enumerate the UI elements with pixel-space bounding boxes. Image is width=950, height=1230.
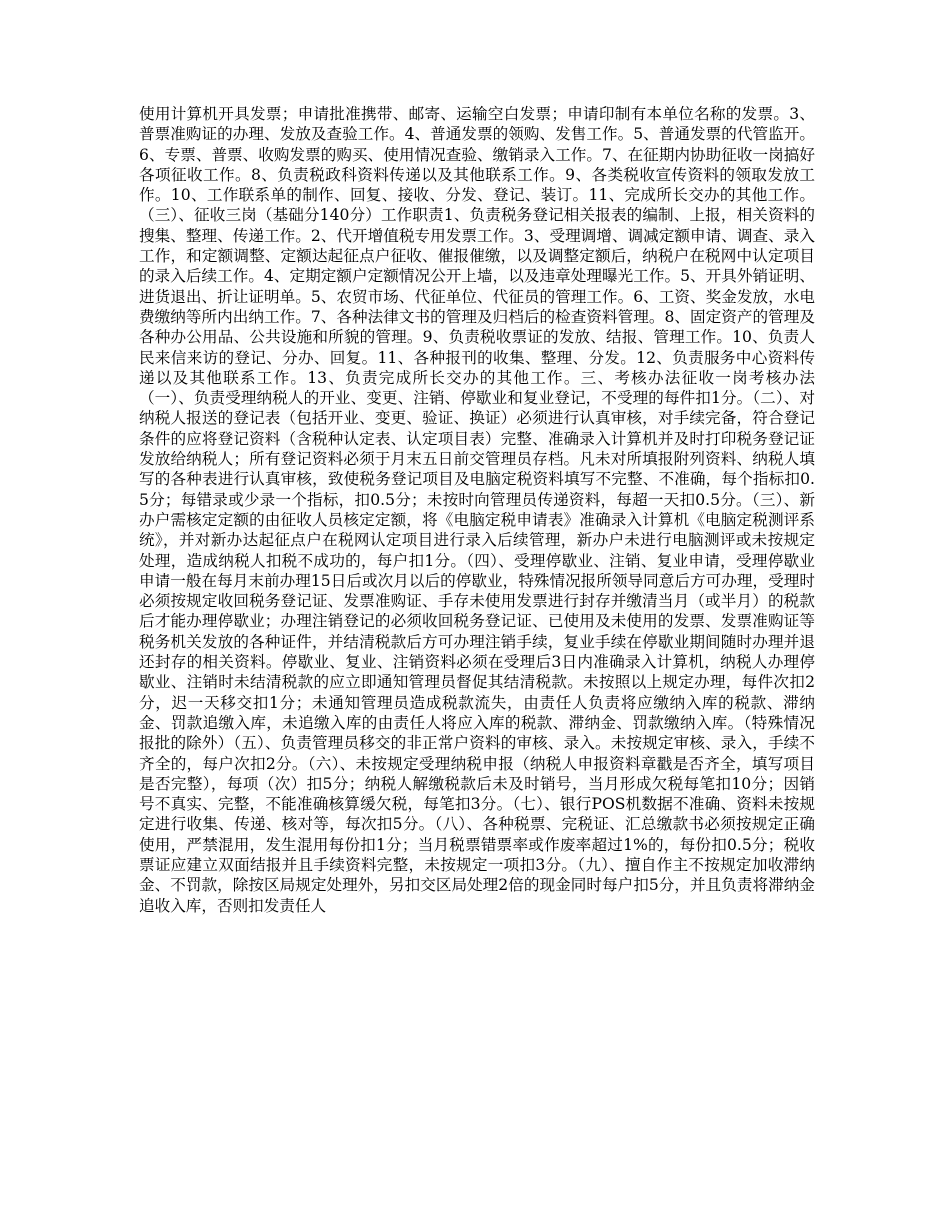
document-body-text: 使用计算机开具发票；申请批准携带、邮寄、运输空白发票；申请印制有本单位名称的发票。3、普票准购证的办理、发放及查验工作。4、普通发票的领购、发售工作。5、普通发票的代管监开。6、专票、普票、收购发票的购买、使用情况查验、缴销录入工作。7、在征期内协助征收一岗搞好各项征收工作。8、负责税政科资料传递以及其他联系工作。9、各类税收宣传资料的领取发放工作。10、工作联系单的制作、回复、接收、分发、登记、装订。11、完成所长交办的其他工作。（三）、征收三岗（基础分140分）工作职责1、负责税务登记相关报表的编制、上报，相关资料的搜集、整理、传递工作。2、代开增值税专用发票工作。3、受理调增、调减定额申请、调查、录入工作，和定额调整、定额达起征点户征收、催报催缴，以及调整定额后，纳税户在税网中认定项目的录入后续工作。4、定期定额户定额情况公开上墙，以及违章处理曝光工作。5、开具外销证明、进货退出、折让证明单。5、农贸市场、代征单位、代征员的管理工作。6、工资、奖金发放，水电费缴纳等所内出纳工作。7、各种法律文书的管理及归档后的检查资料管理。8、固定资产的管理及各种办公用品、公共设施和所貌的管理。9、负责税收票证的发放、结报、管理工作。10、负责人民来信来访的登记、分办、回复。11、各种报刊的收集、整理、分发。12、负责服务中心资料传递以及其他联系工作。13、负责完成所长交办的其他工作。三、考核办法征收一岗考核办法（一）、负责受理纳税人的开业、变更、注销、停歇业和复业登记，不受理的每件扣1分。（二）、对纳税人报送的登记表（包括开业、变更、验证、换证）必须进行认真审核，对手续完备，符合登记条件的应将登记资料（含税种认定表、认定项目表）完整、准确录入计算机并及时打印税务登记证发放给纳税人；所有登记资料必须于月末五日前交管理员存档。凡未对所填报附列资料、纳税人填写的各种表进行认真审核，致使税务登记项目及电脑定税资料填写不完整、不准确，每个指标扣0.5分；每错录或少录一个指标，扣0.5分；未按时向管理员传递资料，每超一天扣0.5分。（三）、新办户需核定定额的由征收人员核定定额，将《电脑定税申请表》准确录入计算机《电脑定税测评系统》，并对新办达起征点户在税网认定项目进行录入后续管理，新办户未进行电脑测评或未按规定处理，造成纳税人扣税不成功的，每户扣1分。（四）、受理停歇业、注销、复业申请，受理停歇业申请一般在每月末前办理15日后或次月以后的停歇业，特殊情况报所领导同意后方可办理，受理时必须按规定收回税务登记证、发票准购证、手存未使用发票进行封存并缴清当月（或半月）的税款后才能办理停歇业；办理注销登记的必须收回税务登记证、已使用及未使用的发票、发票准购证等税务机关发放的各种证件，并结清税款后方可办理注销手续，复业手续在停歇业期间随时办理并退还封存的相关资料。停歇业、复业、注销资料必须在受理后3日内准确录入计算机，纳税人办理停歇业、注销时未结清税款的应立即通知管理员督促其结清税款。未按照以上规定办理，每件次扣2分，迟一天移交扣1分；未通知管理员造成税款流失，由责任人负责将应缴纳入库的税款、滞纳金、罚款追缴入库，未追缴入库的由责任人将应入库的税款、滞纳金、罚款缴纳入库。（特殊情况报批的除外）（五）、负责管理员移交的非正常户资料的审核、录入。未按规定审核、录入，手续不齐全的，每户次扣2分。（六）、未按规定受理纳税申报（纳税人申报资料章戳是否齐全，填写项目是否完整），每项（次）扣5分；纳税人解缴税款后未及时销号，当月形成欠税每笔扣10分；因销号不真实、完整，不能准确核算缓欠税，每笔扣3分。（七）、银行POS机数据不准确、资料未按规定进行收集、传递、核对等，每次扣5分。（八）、各种税票、完税证、汇总缴款书必须按规定正确使用，严禁混用，发生混用每份扣1分；当月税票错票率或作废率超过1%的，每份扣0.5分；税收票证应建立双面结报并且手续资料完整，未按规定一项扣3分。（九）、擅自作主不按规定加收滞纳金、不罚款，除按区局规定处理外，另扣交区局处理2倍的现金同时每户扣5分，并且负责将滞纳金追收入库，否则扣发责任人 [139, 105, 815, 915]
document-page [139, 104, 815, 916]
